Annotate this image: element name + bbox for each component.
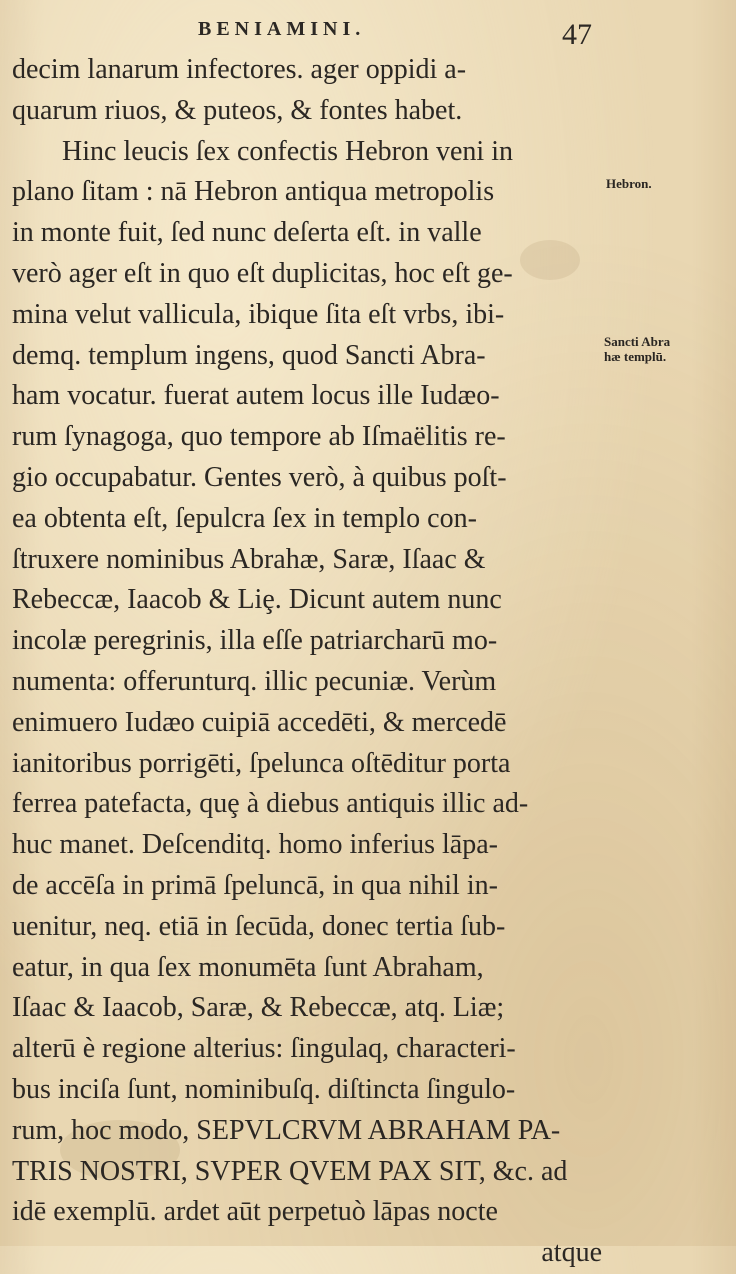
text-line: ferrea patefacta, quȩ à diebus antiquis illic ad- bbox=[12, 788, 529, 820]
text-line: Iſaac & Iaacob, Saræ, & Rebeccæ, atq. Liæ; bbox=[12, 992, 505, 1024]
text-line: decim lanarum infectores. ager oppidi a- bbox=[12, 54, 467, 85]
margin-note-line: Sancti Abra bbox=[604, 334, 671, 349]
text-line: huc manet. Deſcenditq. homo inferius lāpa- bbox=[12, 829, 498, 861]
text-line: enimuero Iudæo cuipiā accedēti, & mercedē bbox=[12, 706, 507, 738]
text-line: plano ſitam : nā Hebron antiqua metropolis bbox=[12, 176, 495, 208]
text-line: eatur, in qua ſex monumēta ſunt Abraham, bbox=[12, 951, 484, 983]
catchword: atque bbox=[541, 1237, 602, 1269]
text-line: Rebeccæ, Iaacob & Liȩ. Dicunt autem nunc bbox=[12, 584, 502, 616]
text-line: ea obtenta eſt, ſepulcra ſex in templo con- bbox=[12, 502, 477, 534]
body-text bbox=[12, 50, 602, 1274]
text-line: demq. templum ingens, quod Sancti Abra- bbox=[12, 339, 486, 371]
margin-note-hebron-text: Hebron. bbox=[606, 176, 652, 191]
text-line: TRIS NOSTRI, SVPER QVEM PAX SIT, &c. ad bbox=[12, 1155, 568, 1187]
margin-note-hebron bbox=[606, 176, 652, 191]
text-line: de accēſa in primā ſpeluncā, in qua nihil in- bbox=[12, 869, 498, 901]
running-header bbox=[0, 14, 736, 54]
text-line: ianitoribus porrigēti, ſpelunca oſtēditur porta bbox=[12, 747, 511, 779]
text-line: Hinc leucis ſex confectis Hebron veni in bbox=[62, 135, 513, 167]
text-line: alterū è regione alterius: ſingulaq, characteri- bbox=[12, 1033, 516, 1065]
text-line: rum, hoc modo, SEPVLCRVM ABRAHAM PA- bbox=[12, 1114, 561, 1146]
margin-note-sancti-abrahae bbox=[604, 334, 670, 364]
page-number: 47 bbox=[562, 18, 592, 51]
margin-note-line: hæ templū. bbox=[604, 349, 667, 364]
text-line: ham vocatur. fuerat autem locus ille Iudæo- bbox=[12, 380, 500, 412]
text-line: quarum riuos, & puteos, & fontes habet. bbox=[12, 94, 463, 126]
text-line: incolæ peregrinis, illa eſſe patriarcharū mo- bbox=[12, 625, 498, 657]
text-line: verò ager eſt in quo eſt duplicitas, hoc eſt ge- bbox=[12, 257, 513, 289]
text-line: idē exemplū. ardet aūt perpetuò lāpas nocte bbox=[12, 1196, 498, 1228]
running-title: BENIAMINI. bbox=[198, 18, 366, 40]
text-line: in monte fuit, ſed nunc deſerta eſt. in valle bbox=[12, 217, 482, 249]
text-line: numenta: offerunturq. illic pecuniæ. Verùm bbox=[12, 665, 497, 697]
text-line: bus inciſa ſunt, nominibuſq. diſtincta ſingulo- bbox=[12, 1073, 516, 1105]
text-line: ſtruxere nominibus Abrahæ, Saræ, Iſaac & bbox=[12, 543, 486, 575]
text-line: mina velut vallicula, ibique ſita eſt vrbs, ibi- bbox=[12, 298, 505, 330]
text-line: gio occupabatur. Gentes verò, à quibus poſt- bbox=[12, 461, 507, 493]
text-line: uenitur, neq. etiā in ſecūda, donec tertia ſub- bbox=[12, 910, 506, 942]
text-line: rum ſynagoga, quo tempore ab Iſmaëlitis re- bbox=[12, 421, 506, 453]
